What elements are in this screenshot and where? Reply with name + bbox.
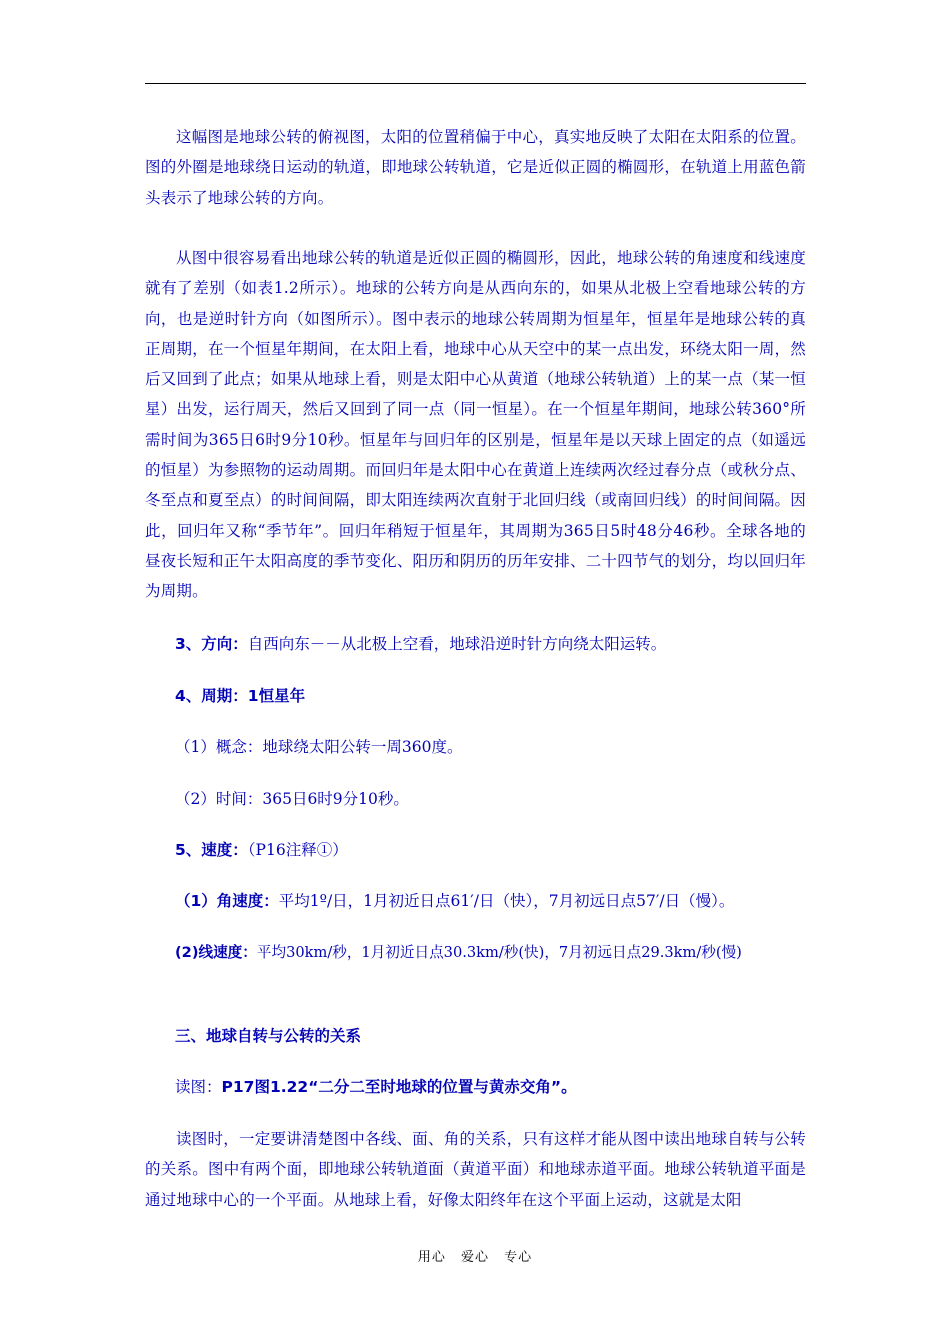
item-period-time: （2）时间：365日6时9分10秒。 (175, 790, 409, 808)
paragraph-orbit-view: 这幅图是地球公转的俯视图，太阳的位置稍偏于中心，真实地反映了太阳在太阳系的位置。图的外圈是地球绕日运动的轨道，即地球公转轨道，它是近似正圆的椭圆形，在轨道上用蓝色箭头表示了地球公转的方向。 (145, 128, 806, 207)
read-figure-label: 读图： (175, 1078, 222, 1096)
item-linear-speed-label: (2)线速度： (175, 944, 257, 961)
item-period-label: 4、周期： (175, 687, 248, 705)
item-speed-label: 5、速度： (175, 841, 248, 859)
read-figure-text: P17图1.22“二分二至时地球的位置与黄赤交角”。 (221, 1078, 577, 1096)
item-angular-speed-label: （1）角速度： (175, 892, 279, 910)
item-angular-speed (175, 890, 734, 912)
paragraph-orbit-period: 从图中很容易看出地球公转的轨道是近似正圆的椭圆形，因此，地球公转的角速度和线速度就有了差别（如表1.2所示）。地球的公转方向是从西向东的，如果从北极上空看地球公转的方向，也是逆时针方向（如图所示）。图中表示的地球公转周期为恒星年，恒星年是地球公转的真正周期，在一个恒星年期间，在太阳上看，地球中心从天空中的某一点出发，环绕太阳一周，然后又回到了此点；如果从地球上看，则是太阳中心从黄道（地球公转轨道）上的某一点（某一恒星）出发，运行周天，然后又回到了同一点（同一恒星）。在一个恒星年期间，地球公转360°所需时间为365日6时9分10秒。恒星年与回归年的区别是，恒星年是以天球上固定的点（如遥远的恒星）为参照物的运动周期。而回归年是太阳中心在黄道上连续两次经过春分点（或秋分点、冬至点和夏至点）的时间间隔，即太阳连续两次直射于北回归线（或南回归线）的时间间隔。因此，回归年又称“季节年”。回归年稍短于恒星年，其周期为365日5时48分46秒。全球各地的昼夜长短和正午太阳高度的季节变化、阳历和阴历的历年安排、二十四节气的划分，均以回归年为周期。 (145, 249, 806, 601)
item-direction-label: 3、方向： (175, 635, 248, 653)
item-angular-speed-text: 平均1º/日，1月初近日点61′/日（快），7月初远日点57′/日（慢）。 (278, 892, 735, 910)
page-footer: 用心 爱心 专心 (417, 1250, 533, 1265)
item-period-concept: （1）概念：地球绕太阳公转一周360度。 (175, 738, 463, 756)
item-period-text: 1恒星年 (247, 687, 306, 705)
item-direction-text: 自西向东－－从北极上空看，地球沿逆时针方向绕太阳运转。 (247, 635, 667, 653)
read-figure-line (175, 1076, 577, 1098)
item-linear-speed-text: 平均30km/秒，1月初近日点30.3km/秒(快)，7月初远日点29.3km/秒(慢) (256, 944, 742, 961)
paragraph-planes: 读图时，一定要讲清楚图中各线、面、角的关系，只有这样才能从图中读出地球自转与公转的关系。图中有两个面，即地球公转轨道面（黄道平面）和地球赤道平面。地球公转轨道平面是通过地球中心的一个平面。从地球上看，好像太阳终年在这个平面上运动，这就是太阳 (145, 1130, 806, 1209)
item-linear-speed (175, 942, 742, 964)
item-direction (175, 633, 666, 655)
section-title-rotation-revolution: 三、地球自转与公转的关系 (175, 1027, 362, 1045)
item-period (175, 685, 305, 707)
item-speed-text: （P16注释①） (247, 841, 348, 859)
header-rule (145, 83, 806, 84)
item-speed (175, 839, 348, 861)
